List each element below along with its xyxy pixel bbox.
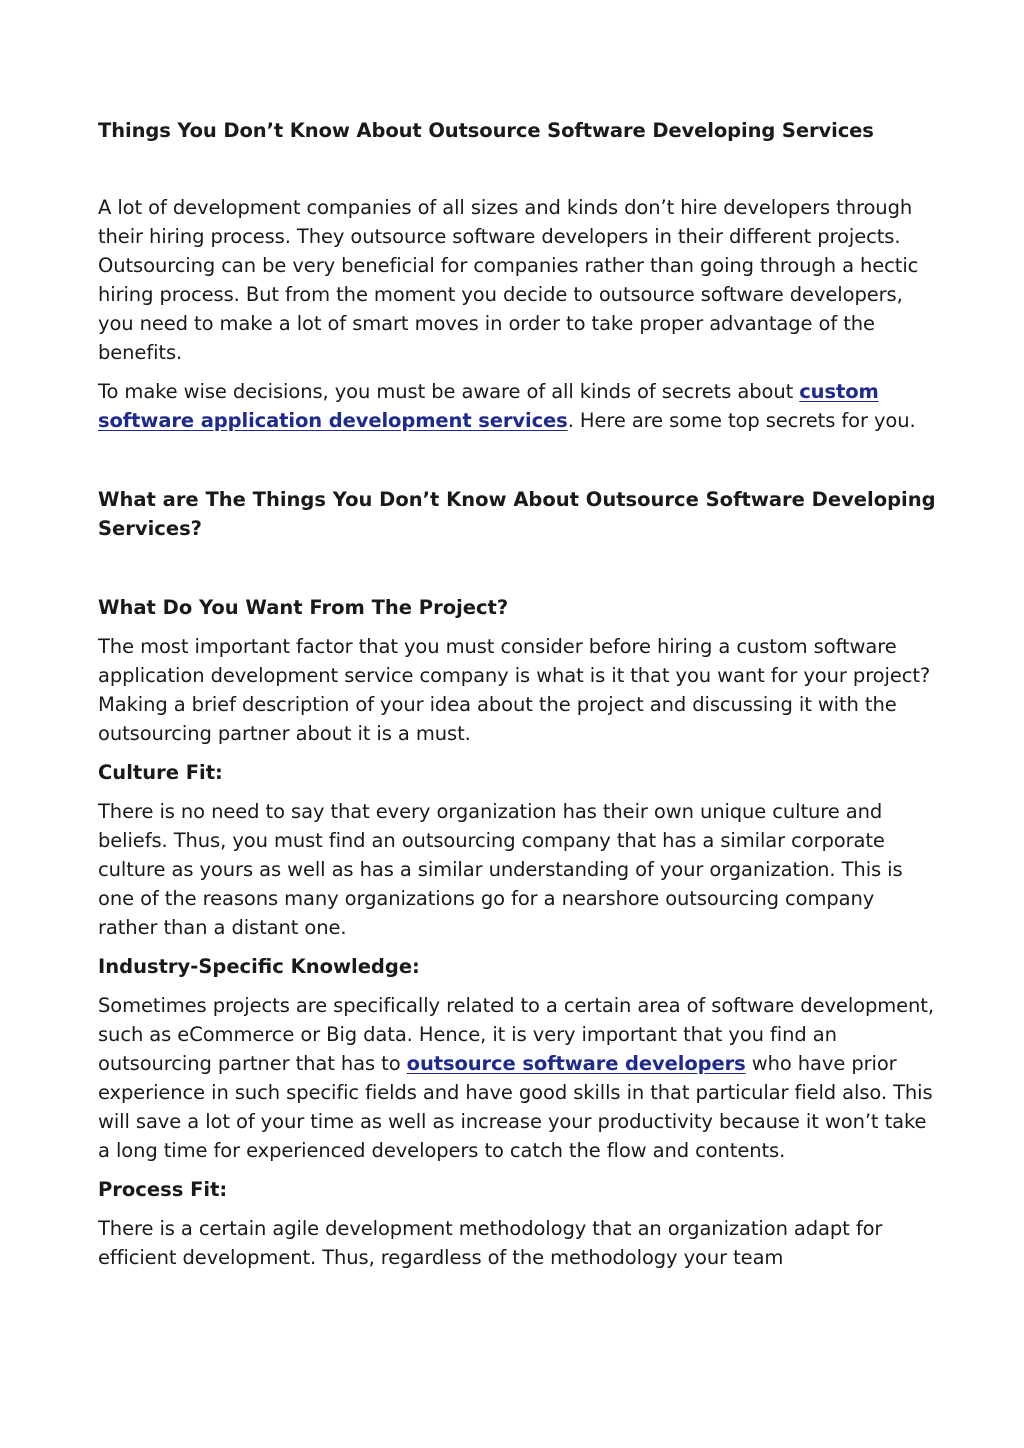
industry-text-before-link: Sometimes projects are specifically related to a certain area of software development, such as eCommerce or Big data. Hence, it is very important that you find an outsourcing partner that has to — [98, 994, 934, 1075]
intro-text-after-link: . Here are some top secrets for you. — [567, 409, 916, 432]
intro-paragraph: A lot of development companies of all sizes and kinds don’t hire developers through their hiring process. They outsource software developers in their different projects. Outsourcing can be very beneficial for companies rather than going through a hectic hiring process. But from the moment you decide to outsource software developers, you need to make a lot of smart moves in order to take proper advantage of the benefits. — [98, 196, 919, 364]
culture-fit-heading: Culture Fit: — [98, 761, 223, 784]
project-heading: What Do You Want From The Project? — [98, 596, 509, 619]
section-heading: What are The Things You Don’t Know About Outsource Software Developing Services? — [98, 488, 936, 540]
industry-knowledge-paragraph — [98, 991, 938, 1165]
industry-knowledge-heading: Industry-Specific Knowledge: — [98, 955, 420, 978]
project-paragraph: The most important factor that you must consider before hiring a custom software application development service company is what is it that you want for your project? Making a brief description of your idea about the project and discussing it with the outsourcing partner about it is a must. — [98, 635, 931, 745]
custom-software-link[interactable]: custom software application development services — [98, 380, 879, 432]
intro-paragraph-with-link — [98, 377, 938, 435]
process-fit-paragraph: There is a certain agile development methodology that an organization adapt for efficient development. Thus, regardless of the methodology your team — [98, 1217, 883, 1269]
outsource-developers-link[interactable]: outsource software developers — [406, 1052, 746, 1075]
process-fit-heading: Process Fit: — [98, 1178, 228, 1201]
industry-text-after-link: who have prior experience in such specific fields and have good skills in that particular field also. This will save a lot of your time as well as increase your productivity because it won’t take a long time for experienced developers to catch the flow and contents. — [98, 1052, 933, 1162]
culture-fit-paragraph: There is no need to say that every organization has their own unique culture and beliefs. Thus, you must find an outsourcing company that has a similar corporate culture as yours as well as has a similar understanding of your organization. This is one of the reasons many organizations go for a nearshore outsourcing company rather than a distant one. — [98, 800, 903, 939]
document-title: Things You Don’t Know About Outsource Software Developing Services — [98, 119, 874, 142]
intro-text-before-link: To make wise decisions, you must be aware of all kinds of secrets about — [98, 380, 800, 403]
document-page — [98, 116, 938, 1282]
